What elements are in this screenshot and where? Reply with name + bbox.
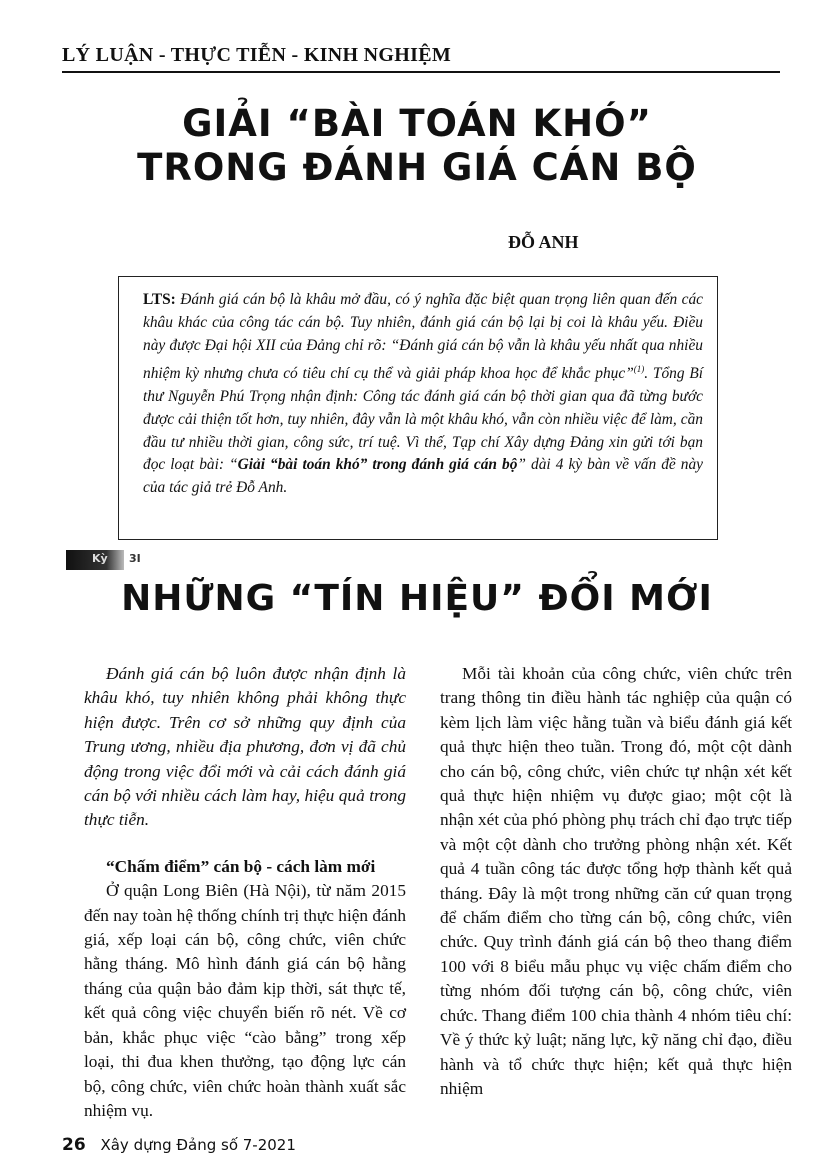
header-rule [62, 71, 780, 73]
editor-note-text-1: Đánh giá cán bộ là khâu mở đầu, có ý nghĩa đặc biệt quan trọng liên quan đến các khâu khác của công tác cán bộ. Tuy nhiên, đánh giá cán bộ lại bị coi là khâu yếu. Điều này được Đại hội XII của Đảng chỉ rõ: “Đánh giá cán bộ vẫn là khâu yếu nhất qua nhiều nhiệm kỳ nhưng chưa có tiêu chí cụ thể và giải pháp khoa học để khắc phục” [143, 291, 703, 382]
section-header: LÝ LUẬN - THỰC TIỄN - KINH NGHIỆM [62, 44, 452, 66]
installment-badge [66, 550, 124, 570]
series-title: Giải “bài toán khó” trong đánh giá cán bộ [237, 456, 518, 474]
title-line-2: TRONG ĐÁNH GIÁ CÁN BỘ [137, 146, 697, 189]
editor-note-label: LTS: [143, 291, 176, 308]
journal-issue: Xây dựng Đảng số 7-2021 [100, 1136, 296, 1154]
author-name: ĐỖ ANH [508, 232, 579, 252]
title-line-1: GIẢI “BÀI TOÁN KHÓ” [182, 102, 652, 145]
spacer [84, 833, 406, 855]
intro-paragraph: Đánh giá cán bộ luôn được nhận định là khâu khó, tuy nhiên không phải không thực hiện được. Trên cơ sở những quy định của Trung ương, nhiều địa phương, đơn vị đã chủ động trong việc đổi mới và cải cách đánh giá cán bộ với nhiều cách làm hay, hiệu quả trong thực tiễn. [84, 664, 406, 830]
installment-label: Kỳ [92, 552, 108, 565]
page-footer [62, 1135, 296, 1155]
editor-note-box [118, 276, 718, 540]
subheading: “Chấm điểm” cán bộ - cách làm mới [106, 856, 376, 876]
left-column [84, 662, 406, 1123]
editor-note-text-3: ” dài 4 kỳ bàn về vấn đề này của tác giả trẻ Đỗ Anh. [143, 456, 704, 497]
body-paragraph-right: Mỗi tài khoản của công chức, viên chức trên trang thông tin điều hành tác nghiệp của quận có kèm lịch làm việc hằng tuần và biểu đánh giá kết quả thực hiện theo tuần. Trong đó, một cột dành cho cán bộ, công chức, viên chức tự nhận xét kết quả thực hiện nhiệm vụ được giao; một cột là nhận xét của phó phòng phụ trách chỉ đạo trực tiếp và một cột dành cho trưởng phòng nhận xét. Kết quả 4 tuần công tác được tổng hợp thành kết quả tháng. Đây là một trong những căn cứ quan trọng để chấm điểm cho từng cán bộ, công chức, viên chức. Quy trình đánh giá cán bộ theo thang điểm 100 với 8 biểu mẫu phục vụ việc chấm điểm cho từng nhóm đối tượng cán bộ, công chức, viên chức. Thang điểm 100 chia thành 4 nhóm tiêu chí: Về ý thức kỷ luật; năng lực, kỹ năng chỉ đạo, điều hành và tổ chức thực hiện; kết quả thực hiện nhiệm [440, 664, 792, 1098]
installment-title: NHỮNG “TÍN HIỆU” ĐỔI MỚI [121, 578, 713, 619]
footnote-ref: (1) [633, 363, 645, 374]
body-paragraph-left: Ở quận Long Biên (Hà Nội), từ năm 2015 đến nay toàn hệ thống chính trị thực hiện đánh giá, xếp loại cán bộ, công chức, viên chức hằng tháng. Mô hình đánh giá cán bộ hằng tháng của quận bảo đảm kịp thời, sát thực tế, kết quả công việc chuyển biến rõ nét. Về cơ bản, khắc phục việc “cào bằng” trong xếp loại, thi đua khen thưởng, tạo động lực cán bộ, công chức, viên chức hoàn thành xuất sắc nhiệm vụ. [84, 881, 406, 1120]
editor-note-text-2: . Tổng Bí thư Nguyễn Phú Trọng nhận định: Công tác đánh giá cán bộ thời gian qua đã từng bước được cải thiện tốt hơn, tuy nhiên, đây vẫn là một khâu khó, vẫn còn nhiều việc để làm, cần đầu tư nhiều thời gian, công sức, trí tuệ. Vì thế, Tạp chí Xây dựng Đảng xin gửi tới bạn đọc loạt bài: “ [143, 364, 703, 474]
right-column [440, 662, 792, 1101]
page-number: 26 [62, 1135, 86, 1155]
article-title [0, 102, 834, 190]
installment-number: 3I [129, 552, 141, 565]
